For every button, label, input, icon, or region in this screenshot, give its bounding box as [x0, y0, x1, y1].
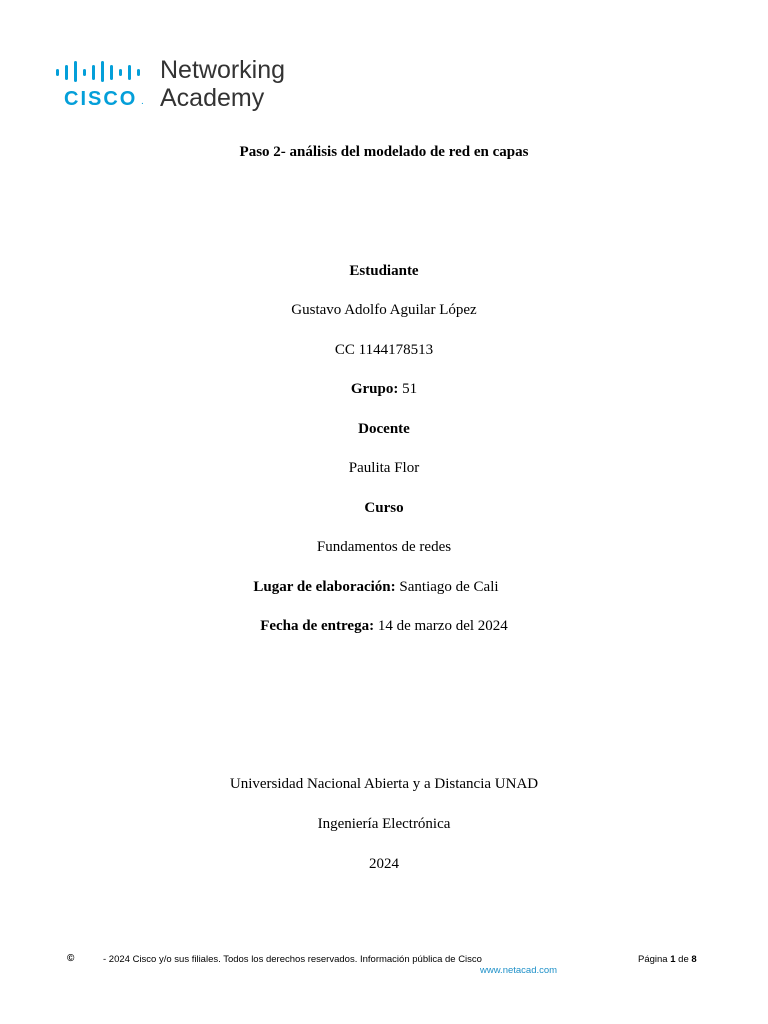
program-name: Ingeniería Electrónica — [317, 816, 451, 832]
logo-networking: Networking — [160, 56, 286, 84]
page-total: 8 — [691, 954, 697, 965]
place-value: Santiago de Cali — [395, 579, 499, 595]
group-line — [0, 380, 768, 398]
trademark-dot: . — [141, 96, 144, 107]
year: 2024 — [369, 856, 399, 872]
copyright-text: - 2024 Cisco y/o sus filiales. Todos los derechos reservados. Información pública de Cisco — [103, 954, 482, 965]
date-line — [0, 617, 768, 635]
teacher-heading: Docente — [358, 421, 410, 437]
date-label: Fecha de entrega: — [260, 618, 375, 634]
page-current: 1 — [670, 954, 676, 965]
copyright-icon: © — [67, 953, 75, 964]
student-heading: Estudiante — [349, 263, 419, 279]
place-line — [0, 578, 760, 596]
group-value: 51 — [398, 381, 418, 397]
cisco-networking-academy-logo — [54, 58, 304, 116]
group-label: Grupo: — [350, 381, 399, 397]
place-label: Lugar de elaboración: — [253, 579, 396, 595]
student-name: Gustavo Adolfo Aguilar López — [291, 302, 477, 318]
page-number — [638, 954, 697, 965]
website-link[interactable]: www.netacad.com — [480, 965, 558, 976]
student-id: CC 1144178513 — [334, 342, 434, 358]
course-name: Fundamentos de redes — [316, 539, 452, 555]
logo-academy: Academy — [160, 84, 265, 112]
teacher-name: Paulita Flor — [348, 460, 420, 476]
course-heading: Curso — [364, 500, 404, 516]
page-of: de — [675, 954, 692, 965]
page-label: Página — [638, 954, 671, 965]
date-value: 14 de marzo del 2024 — [374, 618, 508, 634]
cisco-wordmark: CISCO — [64, 88, 138, 110]
document-title: Paso 2- análisis del modelado de red en capas — [239, 144, 529, 160]
university-name: Universidad Nacional Abierta y a Distancia UNAD — [229, 776, 539, 792]
